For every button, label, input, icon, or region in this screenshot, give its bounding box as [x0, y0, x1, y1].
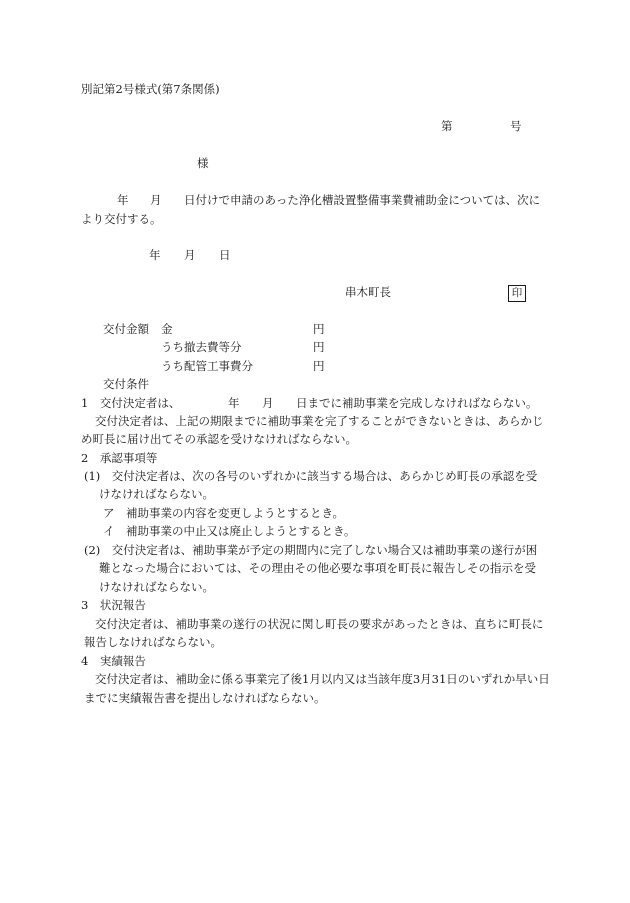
intro-body-line1: 日付けで申請のあった浄化槽設置整備事業費補助金については、次に	[184, 193, 541, 207]
cond4-line1: 交付決定者は、補助金に係る事業完了後1月以内又は当該年度3月31日のいずれか早い日	[95, 672, 550, 686]
date-year: 年	[149, 248, 161, 262]
cond1-line2: 交付決定者は、上記の期限までに補助事業を完了することができないときは、あらかじ	[95, 414, 544, 428]
cond4-title: 4 実績報告	[81, 654, 146, 668]
amount-sub-removal-yen: 円	[313, 340, 325, 354]
cond2-title: 2 承認事項等	[81, 451, 158, 465]
cond3-line1: 交付決定者は、補助事業の遂行の状況に関し町長の要求があったときは、直ちに町長に	[95, 617, 544, 631]
conditions-title: 交付条件	[103, 377, 149, 391]
form-label: 別記第2号様式(第7条関係)	[81, 82, 220, 96]
seal-stamp-box: 印	[508, 285, 526, 302]
amount-label: 交付金額	[103, 322, 149, 336]
amount-yen: 円	[313, 322, 325, 336]
issuer-title: 串木町長	[345, 285, 391, 299]
cond2-p2-line2: 難となった場合においては、その理由その他必要な事項を町長に報告しその指示を受	[99, 561, 536, 575]
amount-kin: 金	[161, 322, 173, 336]
amount-sub-piping: うち配管工事費分	[161, 359, 253, 373]
amount-sub-piping-yen: 円	[313, 359, 325, 373]
cond3-title: 3 状況報告	[81, 598, 146, 612]
cond2-item-i: イ 補助事業の中止又は廃止しようとするとき。	[103, 524, 356, 538]
addressee-suffix: 様	[197, 156, 209, 170]
amount-sub-removal: うち撤去費等分	[161, 340, 242, 354]
intro-month: 月	[150, 193, 162, 207]
intro-year: 年	[117, 193, 129, 207]
date-day: 日	[219, 248, 231, 262]
cond4-line2: までに実績報告書を提出しなければならない。	[84, 691, 326, 705]
cond1-line3: め町長に届け出てその承認を受けなければならない。	[81, 432, 357, 446]
cond2-p1-line1: (1) 交付決定者は、次の各号のいずれかに該当する場合は、あらかじめ町長の承認を受	[84, 469, 538, 483]
cond3-line2: 報告しなければならない。	[84, 635, 222, 649]
cond2-p1-line2: けなければならない。	[99, 487, 214, 501]
cond1-month: 月	[262, 396, 274, 410]
cond1-head: 1 交付決定者は、	[81, 396, 181, 410]
doc-number-go: 号	[510, 119, 522, 133]
date-month: 月	[184, 248, 196, 262]
doc-number-dai: 第	[441, 119, 453, 133]
cond1-year: 年	[228, 396, 240, 410]
intro-body-line2: より交付する。	[81, 212, 162, 226]
cond1-tail: 日までに補助事業を完成しなければならない。	[296, 396, 538, 410]
cond2-item-a: ア 補助事業の内容を変更しようとするとき。	[103, 506, 345, 520]
cond2-p2-line1: (2) 交付決定者は、補助事業が予定の期間内に完了しない場合又は補助事業の遂行が困	[84, 543, 538, 557]
cond2-p2-line3: けなければならない。	[99, 580, 214, 594]
